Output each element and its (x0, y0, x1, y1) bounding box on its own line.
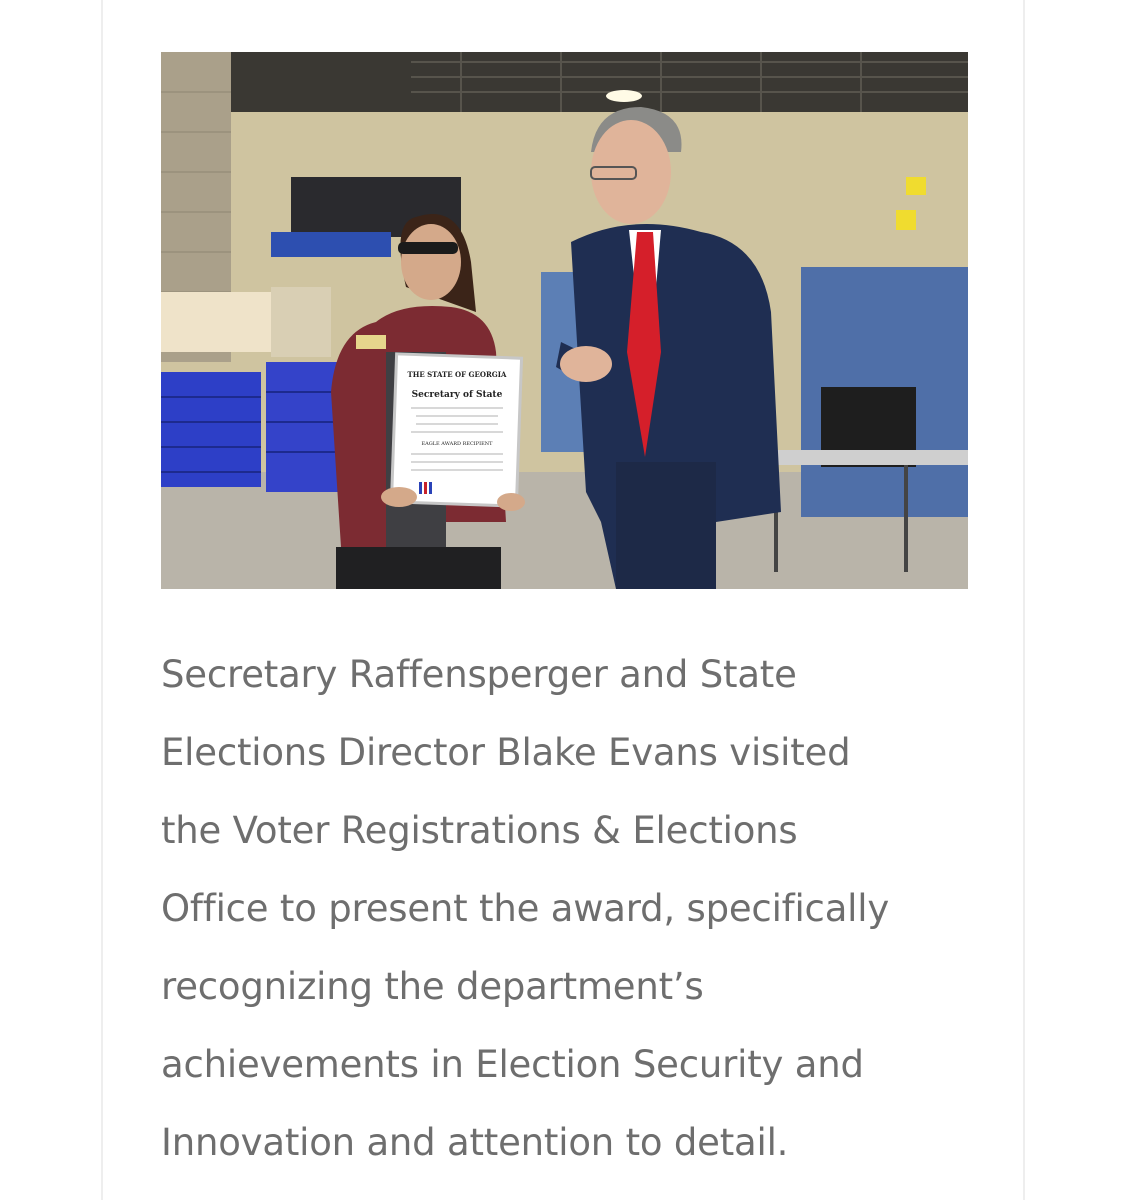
svg-text:EAGLE AWARD RECIPIENT: EAGLE AWARD RECIPIENT (421, 441, 493, 447)
caption-line: Elections Director Blake Evans visited (161, 731, 851, 774)
caption-line: the Voter Registrations & Elections (161, 809, 798, 852)
award-certificate (391, 354, 521, 506)
caption-line: Secretary Raffensperger and State (161, 653, 797, 696)
award-photo (161, 52, 968, 589)
svg-text:Secretary of State: Secretary of State (411, 390, 503, 400)
caption-line: Innovation and attention to detail. (161, 1121, 789, 1164)
photo-caption (161, 636, 961, 1182)
blue-bins (161, 372, 261, 487)
svg-text:THE STATE OF GEORGIA: THE STATE OF GEORGIA (407, 370, 507, 379)
caption-line: recognizing the department’s (161, 965, 704, 1008)
ceiling-light (606, 90, 642, 102)
caption-line: Office to present the award, specifically (161, 887, 890, 930)
table (771, 450, 968, 465)
caption-line: achievements in Election Security and (161, 1043, 864, 1086)
bags (161, 292, 271, 352)
